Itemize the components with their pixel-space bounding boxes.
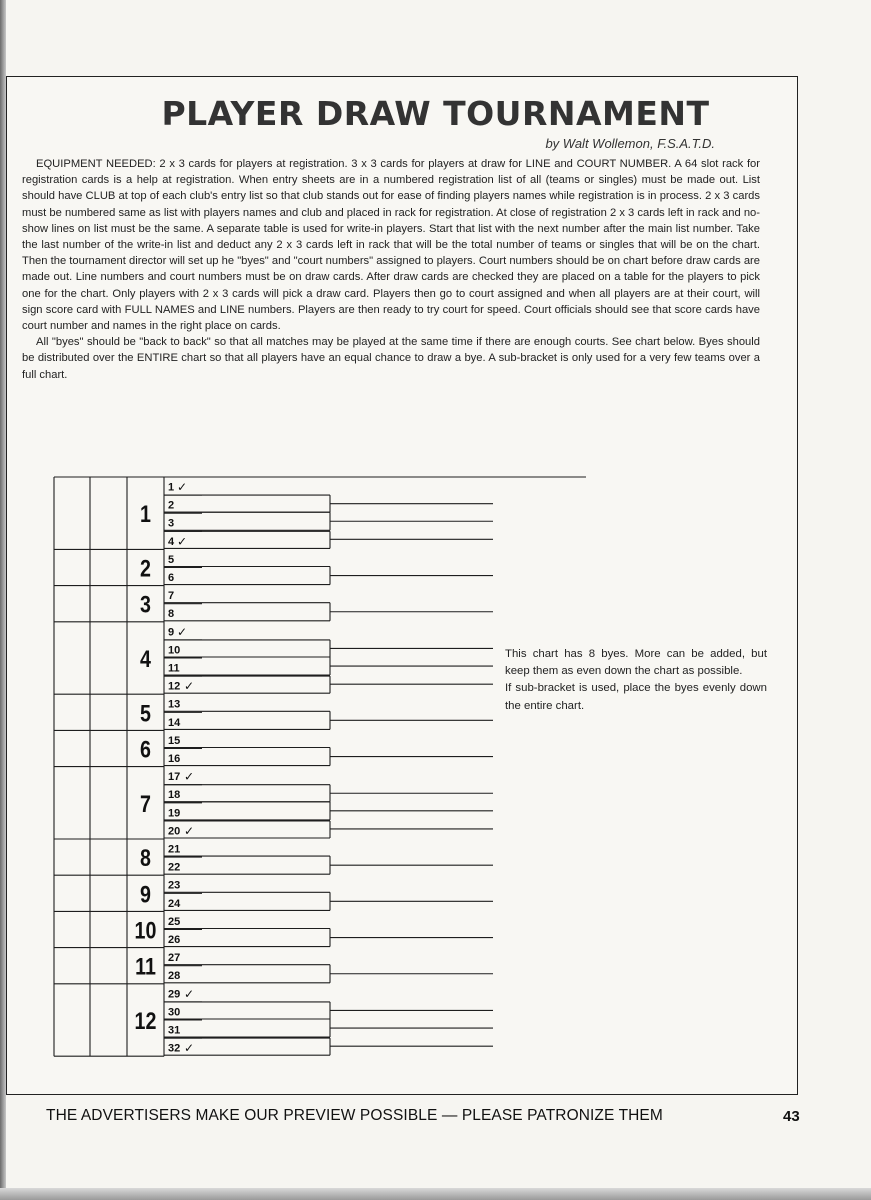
- line-number: 11: [168, 662, 180, 675]
- line-number: 6: [168, 572, 175, 584]
- line-number: 18: [168, 789, 181, 802]
- line-number: 31: [168, 1024, 181, 1037]
- bye-check-mark: ✓: [184, 823, 195, 838]
- line-number: 10: [168, 644, 181, 657]
- line-number: 14: [168, 716, 181, 729]
- line-number: 25: [168, 915, 181, 928]
- bye-check-mark: ✓: [184, 679, 195, 694]
- line-number: 12: [168, 680, 181, 693]
- article-title: PLAYER DRAW TOURNAMENT: [161, 94, 710, 133]
- note-sub-bracket: If sub-bracket is used, place the byes evenly down the entire chart.: [505, 682, 767, 712]
- court-number: 2: [140, 554, 151, 582]
- court-number: 5: [140, 699, 151, 727]
- line-number: 9: [168, 626, 175, 639]
- bye-check-mark: ✓: [184, 769, 195, 784]
- line-number: 17: [168, 771, 181, 784]
- line-number: 29: [168, 988, 181, 1001]
- court-number: 12: [134, 1007, 157, 1035]
- line-number: 16: [168, 753, 181, 765]
- line-number: 1: [168, 481, 175, 494]
- court-number: 6: [140, 735, 151, 763]
- line-number: 22: [168, 861, 181, 874]
- page-bottom-edge: [0, 1188, 871, 1200]
- line-number: 8: [168, 608, 175, 621]
- court-number: 9: [140, 880, 151, 908]
- line-number: 7: [168, 590, 175, 603]
- paragraph-equipment: EQUIPMENT NEEDED: 2 x 3 cards for players at registration. 3 x 3 cards for players at draw for LINE and COURT NUMBER. A 64 slot rack for registration cards is a help at registration. When entry sheets are in a numbered registration list of all (teams or singles) must be made out. List should have CLUB at top of each club's entry list so that club stands out for ease of finding players names while registration is in process. 2 x 3 cards must be numbered same as list with players names and club and placed in rack for registration. At close of registration 2 x 3 cards left in rack and no-show lines on list must be the same. A separate table is used for write-in players. Start that list with the next number after the main list number. Take the last number of the write-in list and deduct any 2 x 3 cards left in rack that will be the total number of teams or singles that will be on the chart. Then the tournament director will set up he "byes" and "court numbers" assigned to players. Court numbers should be on chart before draw cards are made out. Line numbers and court numbers must be on draw cards. After draw cards are checked they are placed on a table for the players to pick one for the chart. Only players with 2 x 3 cards will pick a draw card. Players then go to court assigned and when all players are at their court, will sign score card with FULL NAMES and LINE numbers. Players are then ready to try court for speed. Court officials should see that score cards have court number and names in the right place on cards.: [22, 158, 760, 333]
- court-number: 7: [140, 789, 151, 818]
- line-number: 5: [168, 553, 175, 566]
- line-number: 21: [168, 843, 181, 856]
- line-number: 24: [168, 897, 181, 910]
- line-number: 32: [168, 1042, 181, 1055]
- court-number: 4: [140, 645, 151, 673]
- court-number: 8: [140, 844, 151, 872]
- line-number: 27: [168, 952, 181, 965]
- line-number: 20: [168, 825, 181, 838]
- line-number: 13: [168, 698, 181, 711]
- line-number: 23: [168, 879, 181, 892]
- line-number: 2: [168, 499, 175, 512]
- line-number: 26: [168, 934, 181, 946]
- court-number: 11: [135, 952, 156, 981]
- line-number: 3: [168, 517, 175, 530]
- bye-check-mark: ✓: [177, 534, 188, 549]
- line-number: 30: [168, 1006, 181, 1019]
- bye-check-mark: ✓: [184, 986, 195, 1001]
- chart-note: [505, 646, 767, 715]
- paragraph-byes: All "byes" should be "back to back" so that all matches may be played at the same time if there are enough courts. See chart below. Byes should be distributed over the ENTIRE chart so that all players have an equal chance to draw a bye. A sub-bracket is only used for a very few teams over a full chart.: [22, 336, 760, 381]
- line-number: 15: [168, 734, 181, 747]
- footer-advertisers: THE ADVERTISERS MAKE OUR PREVIEW POSSIBLE — PLEASE PATRONIZE THEM: [46, 1107, 663, 1124]
- court-number: 3: [140, 590, 151, 619]
- page-number: 43: [783, 1108, 800, 1125]
- bye-check-mark: ✓: [184, 1041, 195, 1056]
- line-number: 19: [168, 807, 181, 820]
- court-number: 10: [134, 916, 157, 944]
- line-number: 28: [168, 970, 181, 983]
- author-byline: by Walt Wollemon, F.S.A.T.D.: [545, 136, 715, 151]
- bye-check-mark: ✓: [177, 480, 188, 494]
- bye-check-mark: ✓: [177, 624, 188, 639]
- court-number: 1: [140, 500, 151, 528]
- line-number: 4: [168, 535, 175, 548]
- note-byes: This chart has 8 byes. More can be added, but keep them as even down the chart as possible.: [505, 648, 767, 678]
